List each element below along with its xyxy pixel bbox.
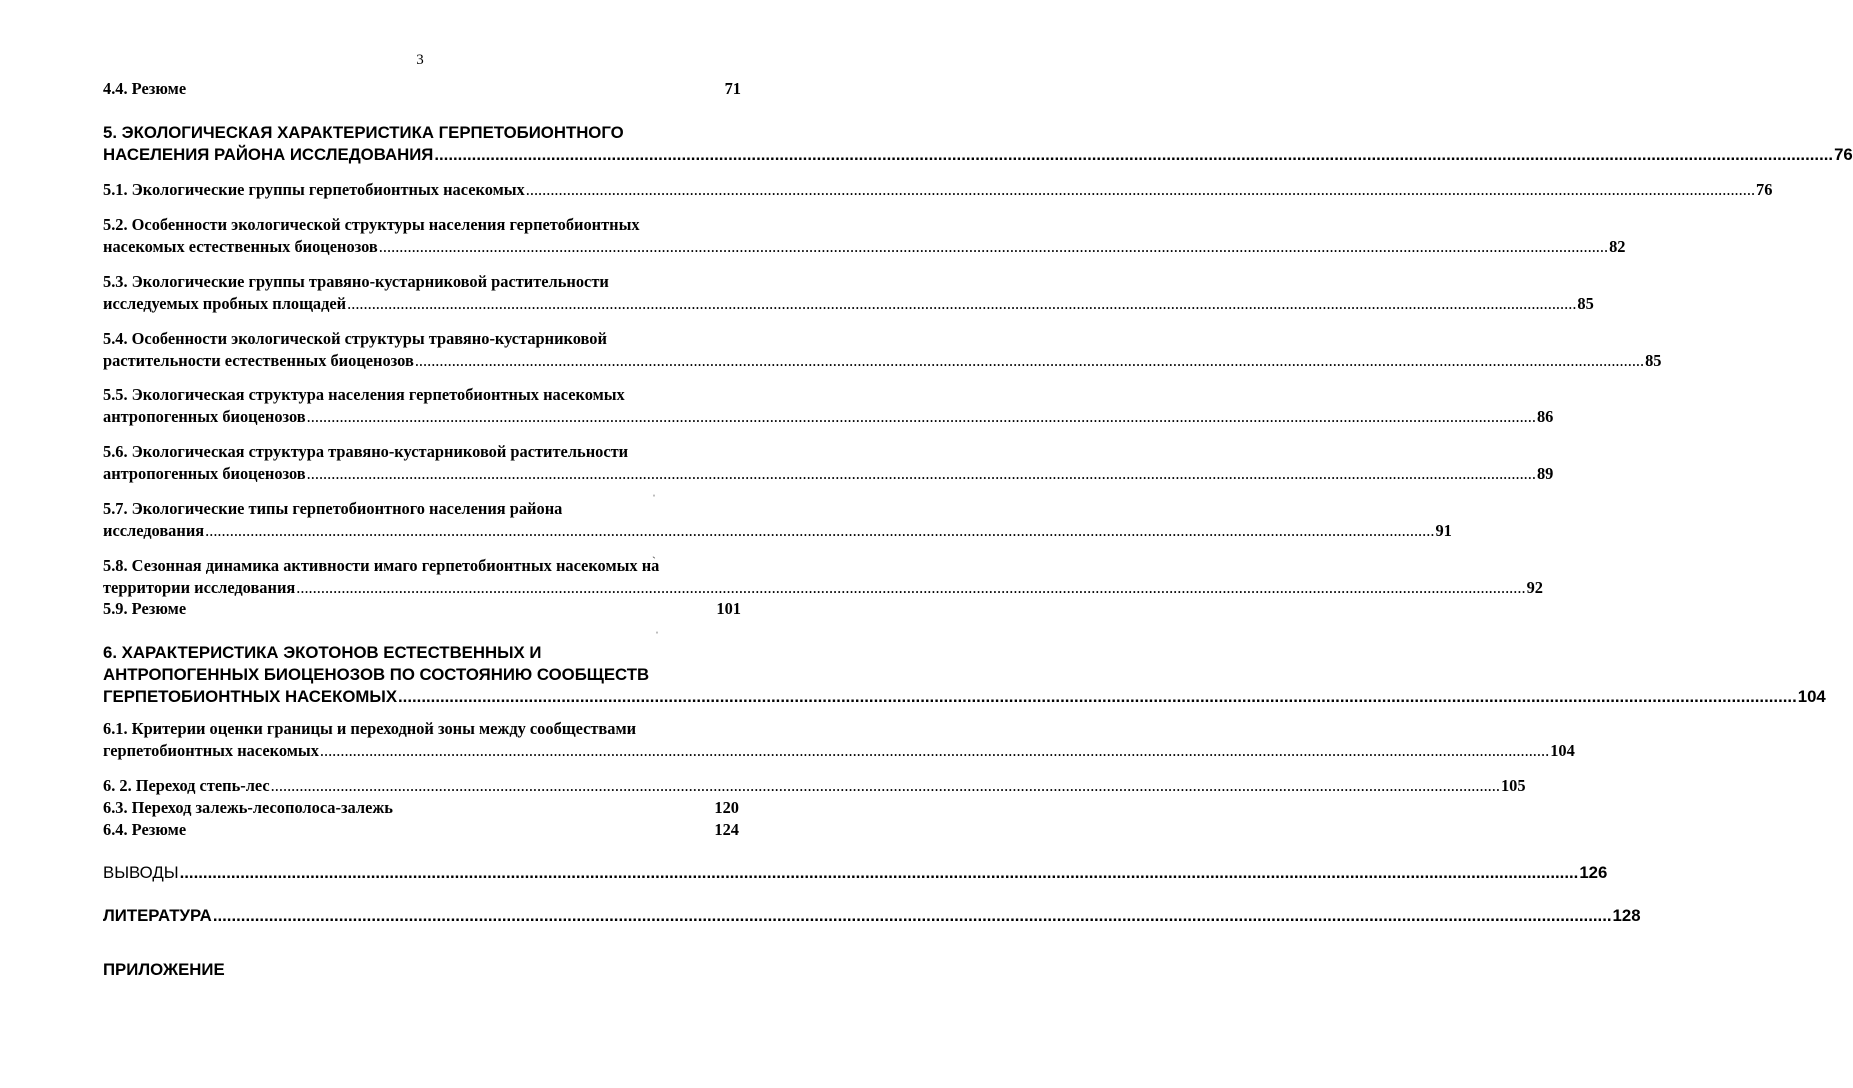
leader-dots: ............................................................................................................................................................................................................................................................................................................ <box>414 351 1645 370</box>
leader-dots: ............................................................................................................................................................................................................................................................................................................ <box>306 407 1536 426</box>
toc-entry-title-cont: герпетобионтных насекомых <box>103 741 319 760</box>
toc-entry-5-3[interactable] <box>103 271 1594 315</box>
toc-entry-title: 6.3. Переход залежь-лесополоса-залежь <box>103 798 393 817</box>
toc-entry-5-6[interactable] <box>103 441 1554 485</box>
toc-entry-title-cont: растительности естественных биоценозов <box>103 351 414 370</box>
toc-entry-title-cont: исследования <box>103 521 205 540</box>
toc-entry-6-1[interactable] <box>103 718 1575 762</box>
toc-entry-page: 128 <box>1612 906 1641 925</box>
toc-entry-page: 86 <box>1536 407 1554 426</box>
toc-entry-title: ЛИТЕРАТУРА <box>103 906 212 925</box>
toc-entry-page: 82 <box>1609 237 1626 256</box>
leader-dots: ............................................................................................................................................................................................................................................................................................................ <box>306 464 1536 483</box>
leader-dots: ............................................................................................................................................................................................................................................................................................................ <box>270 776 1500 795</box>
toc-entry-5-4[interactable] <box>103 328 1662 372</box>
toc-entry-page: 105 <box>1500 776 1526 795</box>
toc-entry-title: 6. ХАРАКТЕРИСТИКА ЭКОТОНОВ ЕСТЕСТВЕННЫХ И <box>103 643 542 662</box>
toc-entry-5-2[interactable] <box>103 214 1626 258</box>
toc-entry-page: 124 <box>714 820 739 839</box>
toc-entry-title: 5.2. Особенности экологической структуры населения герпетобионтных <box>103 215 640 234</box>
toc-entry-5-5[interactable] <box>103 384 1554 428</box>
toc-entry-page: 101 <box>716 599 741 618</box>
toc-entry-title-cont: НАСЕЛЕНИЯ РАЙОНА ИССЛЕДОВАНИЯ <box>103 145 434 164</box>
toc-chapter-6[interactable] <box>103 642 1826 708</box>
toc-entry-title: ВЫВОДЫ <box>103 863 179 882</box>
toc-entry-page: 89 <box>1536 464 1554 483</box>
toc-entry-title-cont: АНТРОПОГЕННЫХ БИОЦЕНОЗОВ ПО СОСТОЯНИЮ СООБЩЕСТВ <box>103 665 650 684</box>
leader-dots: ............................................................................................................................................................................................................................................................................................................ <box>378 237 1609 256</box>
toc-entry-page: 76 <box>1756 180 1773 199</box>
scan-speck: ˌ <box>652 483 656 497</box>
leader-dots: ............................................................................................................................................................................................................................................................................................................ <box>319 741 1550 760</box>
scan-speck: ˌ <box>655 620 659 634</box>
toc-entry-title: 5.1. Экологические группы герпетобионтных насекомых <box>103 180 525 199</box>
toc-entry-5-8[interactable] <box>103 555 1543 599</box>
toc-entry-6-3[interactable] <box>103 797 739 819</box>
leader-dots: ............................................................................................................................................................................................................................................................................................................ <box>296 578 1526 597</box>
toc-entry-title: 5.3. Экологические группы травяно-кустарниковой растительности <box>103 272 609 291</box>
leader-dots: ............................................................................................................................................................................................................................................................................................................ <box>347 294 1577 313</box>
toc-entry-page: 126 <box>1579 863 1608 882</box>
leader-dots: ............................................................................................................................................................................................................................................................................................................ <box>525 180 1756 199</box>
toc-entry-page: 85 <box>1577 294 1594 313</box>
toc-entry-title-cont: антропогенных биоценозов <box>103 407 306 426</box>
toc-entry-page: 92 <box>1526 578 1543 597</box>
toc-entry-page: 104 <box>1797 687 1826 706</box>
toc-entry-page: 76 <box>1834 145 1853 164</box>
toc-entry-title-cont: исследуемых пробных площадей <box>103 294 347 313</box>
toc-entry-title: ПРИЛОЖЕНИЕ <box>103 960 225 979</box>
toc-entry-page: 85 <box>1645 351 1662 370</box>
leader-dots: ............................................................................................................................................................................................................................................................................................................ <box>398 687 1797 706</box>
toc-entry-page: 104 <box>1550 741 1575 760</box>
page-number: 3 <box>416 52 424 68</box>
toc-entry-title-cont: ГЕРПЕТОБИОНТНЫХ НАСЕКОМЫХ <box>103 687 398 706</box>
toc-entry-6-4[interactable] <box>103 819 739 841</box>
toc-entry-5-1[interactable] <box>103 179 1773 201</box>
toc-entry-title: 5.9. Резюме <box>103 599 187 618</box>
toc-conclusions[interactable] <box>103 862 1608 884</box>
toc-entry-page: 71 <box>724 79 741 98</box>
toc-entry-title: 6.4. Резюме <box>103 820 187 839</box>
toc-entry-5-9[interactable] <box>103 598 741 620</box>
leader-dots: ............................................................................................................................................................................................................................................................................................................ <box>434 145 1834 164</box>
leader-dots: ............................................................................................................................................................................................................................................................................................................ <box>179 863 1579 882</box>
toc-entry-page: 91 <box>1435 521 1452 540</box>
toc-entry-title: 6. 2. Переход степь-лес <box>103 776 270 795</box>
leader-dots: ............................................................................................................................................................................................................................................................................................................ <box>212 906 1612 925</box>
toc-entry-4-4[interactable] <box>103 78 741 100</box>
toc-entry-title: 5.7. Экологические типы герпетобионтного населения района <box>103 499 563 518</box>
toc-entry-title-cont: антропогенных биоценозов <box>103 464 306 483</box>
toc-entry-title: 5.5. Экологическая структура населения герпетобионтных насекомых <box>103 385 625 404</box>
toc-entry-title: 5.8. Сезонная динамика активности имаго герпетобионтных насекомых на <box>103 556 660 575</box>
toc-entry-5-7[interactable] <box>103 498 1452 542</box>
toc-entry-title: 5.6. Экологическая структура травяно-кустарниковой растительности <box>103 442 629 461</box>
toc-chapter-5[interactable] <box>103 122 1853 166</box>
toc-entry-page: 120 <box>714 798 739 817</box>
scan-speck: ˏ <box>652 545 656 559</box>
leader-dots: ............................................................................................................................................................................................................................................................................................................ <box>205 521 1435 540</box>
toc-entry-title-cont: насекомых естественных биоценозов <box>103 237 378 256</box>
toc-entry-title: 6.1. Критерии оценки границы и переходной зоны между сообществами <box>103 719 637 738</box>
toc-entry-title: 5. ЭКОЛОГИЧЕСКАЯ ХАРАКТЕРИСТИКА ГЕРПЕТОБИОНТНОГО <box>103 123 624 142</box>
toc-literature[interactable] <box>103 905 1641 927</box>
toc-entry-title-cont: территории исследования <box>103 578 296 597</box>
toc-entry-title: 4.4. Резюме <box>103 79 187 98</box>
toc-entry-title: 5.4. Особенности экологической структуры травяно-кустарниковой <box>103 329 607 348</box>
toc-appendix[interactable] <box>103 959 741 981</box>
toc-entry-6-2[interactable] <box>103 775 1526 797</box>
